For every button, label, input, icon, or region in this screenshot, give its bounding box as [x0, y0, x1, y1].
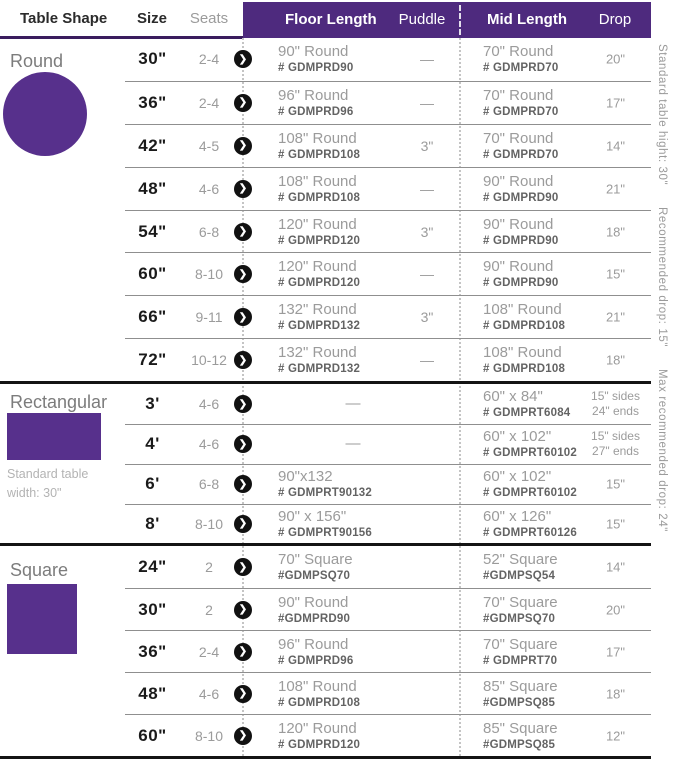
arrow-icon: ❯ — [234, 223, 252, 241]
table-row — [125, 38, 651, 81]
cell-floor-sku: # GDMPRD90 — [278, 62, 354, 75]
cell-drop-line1: 15" sides — [591, 389, 640, 404]
cell-floor-length: — — [345, 395, 361, 413]
cell-floor-length: 96" Round — [278, 635, 349, 653]
cell-floor — [278, 258, 396, 290]
cell-floor — [278, 87, 396, 119]
cell-drop-line1: 21" — [605, 181, 626, 197]
cell-drop-line1: 15" sides — [591, 429, 640, 444]
cell-floor-sku: # GDMPRD120 — [278, 277, 361, 290]
cell-floor-length: 120" Round — [278, 258, 357, 276]
arrow-icon: ❯ — [234, 727, 252, 745]
side-note-table-height: Standard table hight: 30" — [656, 44, 668, 186]
cell-drop — [580, 477, 651, 492]
cell-floor — [278, 301, 396, 333]
cell-mid-sku: # GDMPRT60126 — [483, 526, 577, 539]
cell-drop — [580, 138, 651, 153]
cell-seats: 4-6 — [198, 180, 220, 197]
cell-mid-sku: # GDMPRT70 — [483, 654, 558, 667]
cell-mid-length: 85" Square — [483, 677, 558, 695]
col-header-table-shape: Table Shape — [20, 10, 108, 27]
cell-seats: 8-10 — [194, 727, 224, 744]
cell-size: 54" — [138, 221, 167, 241]
cell-seats: 8-10 — [194, 266, 224, 283]
table-row — [125, 124, 651, 167]
arrow-icon: ❯ — [234, 475, 252, 493]
cell-size: 48" — [138, 683, 167, 703]
arrow-icon: ❯ — [234, 180, 252, 198]
table-row — [125, 424, 651, 464]
cell-mid-length: 70" Round — [483, 43, 554, 61]
cell-seats: 6-8 — [198, 223, 220, 240]
side-note-max-drop: Max recommended drop: 24" — [656, 369, 668, 533]
cell-size: 60" — [138, 264, 167, 284]
cell-mid-length: 60" x 126" — [483, 507, 552, 525]
cell-mid-length: 70" Square — [483, 593, 558, 611]
col-header-size: Size — [136, 10, 167, 27]
table-row — [125, 714, 651, 756]
cell-drop — [580, 224, 651, 239]
shape-column — [0, 384, 125, 543]
shape-label: Rectangular — [10, 392, 108, 413]
cell-floor — [278, 344, 396, 376]
cell-drop — [580, 95, 651, 110]
cell-floor — [278, 636, 396, 668]
cell-mid-sku: # GDMPRD70 — [483, 105, 559, 118]
cell-mid-sku: # GDMPRD90 — [483, 277, 559, 290]
header-dashed-divider — [459, 5, 461, 35]
cell-floor-length: 96" Round — [278, 86, 349, 104]
cell-drop — [580, 389, 651, 419]
shape-label: Round — [10, 51, 64, 71]
table-row — [125, 81, 651, 124]
cell-size: 48" — [138, 178, 167, 198]
cell-drop — [580, 267, 651, 282]
table-row — [125, 167, 651, 210]
cell-floor-length: 120" Round — [278, 215, 357, 233]
arrow-icon: ❯ — [234, 515, 252, 533]
cell-seats: 10-12 — [191, 352, 227, 369]
cell-seats: 9-11 — [195, 309, 223, 326]
cell-size: 24" — [138, 557, 167, 577]
cell-mid-length: 90" Round — [483, 215, 554, 233]
shape-section — [0, 546, 651, 759]
cell-mid-length: 60" x 84" — [483, 388, 543, 406]
table-row — [125, 588, 651, 630]
cell-seats: 4-6 — [198, 685, 220, 702]
table-row — [125, 295, 651, 338]
cell-size: 36" — [138, 641, 167, 661]
cell-floor — [278, 508, 396, 540]
cell-drop-line2: 24" ends — [592, 404, 639, 419]
cell-mid-sku: #GDMPSQ85 — [483, 738, 556, 751]
cell-mid-sku: # GDMPRT60102 — [483, 447, 577, 460]
cell-floor — [278, 678, 396, 710]
cell-floor-sku: # GDMPRD120 — [278, 738, 361, 751]
arrow-icon: ❯ — [234, 94, 252, 112]
cell-floor-length: 108" Round — [278, 129, 357, 147]
cell-seats: 2 — [205, 601, 213, 618]
arrow-icon: ❯ — [234, 435, 252, 453]
cell-drop — [580, 602, 651, 617]
table-row — [125, 464, 651, 504]
cell-drop — [580, 728, 651, 743]
cell-floor-sku: # GDMPRD96 — [278, 105, 354, 118]
cell-size: 30" — [138, 599, 167, 619]
cell-mid-length: 60" x 102" — [483, 428, 552, 446]
shape-section — [0, 384, 651, 546]
cell-floor — [278, 468, 396, 500]
arrow-icon: ❯ — [234, 265, 252, 283]
cell-puddle: 3" — [420, 309, 434, 326]
cell-mid-sku: #GDMPSQ54 — [483, 570, 556, 583]
table-row — [125, 672, 651, 714]
arrow-icon: ❯ — [234, 558, 252, 576]
cell-floor-sku: #GDMPRD90 — [278, 612, 351, 625]
table-row — [125, 384, 651, 424]
shape-column — [0, 546, 125, 756]
section-rows — [125, 546, 651, 756]
cell-drop — [580, 686, 651, 701]
col-header-drop: Drop — [598, 11, 632, 28]
cell-floor — [278, 395, 428, 413]
cell-drop-line1: 18" — [605, 352, 626, 368]
arrow-icon: ❯ — [234, 50, 252, 68]
cell-floor-sku: # GDMPRT90156 — [278, 526, 372, 539]
arrow-icon: ❯ — [234, 643, 252, 661]
cell-mid-sku: # GDMPRD90 — [483, 191, 559, 204]
cell-drop-line1: 15" — [605, 516, 626, 532]
cell-drop — [580, 310, 651, 325]
cell-floor-length: 132" Round — [278, 344, 357, 362]
table-row — [125, 546, 651, 588]
arrow-icon: ❯ — [234, 395, 252, 413]
shape-graphic — [7, 584, 77, 654]
cell-drop-line1: 12" — [605, 728, 626, 744]
cell-mid-sku: # GDMPRT60102 — [483, 487, 577, 500]
cell-seats: 8-10 — [194, 515, 224, 532]
table-row — [125, 210, 651, 253]
cell-floor-length: 90" Round — [278, 43, 349, 61]
cell-mid-length: 90" Round — [483, 258, 554, 276]
arrow-icon: ❯ — [234, 685, 252, 703]
cell-size: 8' — [145, 513, 160, 533]
sections-container — [0, 38, 679, 759]
cell-puddle: — — [420, 94, 434, 111]
cell-size: 72" — [138, 350, 167, 370]
cell-drop-line1: 14" — [605, 138, 626, 154]
cell-floor-length: 70" Square — [278, 551, 353, 569]
shape-graphic — [7, 413, 101, 460]
cell-drop-line1: 18" — [605, 686, 626, 702]
chart-body — [0, 38, 679, 759]
table-row — [125, 630, 651, 672]
cell-floor-sku: # GDMPRD108 — [278, 191, 361, 204]
arrow-icon: ❯ — [234, 351, 252, 369]
cell-size: 4' — [145, 434, 160, 454]
cell-floor — [278, 130, 396, 162]
cell-mid-length: 70" Round — [483, 86, 554, 104]
cell-mid-sku: # GDMPRD108 — [483, 363, 566, 376]
cell-floor-sku: # GDMPRD96 — [278, 654, 354, 667]
cell-floor — [278, 173, 396, 205]
cell-puddle: — — [420, 352, 434, 369]
cell-mid-sku: # GDMPRD108 — [483, 320, 566, 333]
cell-size: 30" — [138, 49, 167, 69]
table-row — [125, 252, 651, 295]
cell-drop-line2: 27" ends — [592, 444, 639, 459]
shape-label: Square — [10, 560, 69, 581]
cell-seats: 2-4 — [198, 51, 220, 68]
cell-seats: 2-4 — [198, 94, 220, 111]
table-row — [125, 504, 651, 544]
cell-drop-line1: 15" — [605, 266, 626, 282]
cell-mid-length: 70" Round — [483, 129, 554, 147]
cell-floor — [278, 435, 428, 453]
cell-floor-sku: # GDMPRD108 — [278, 148, 361, 161]
cell-mid-length: 60" x 102" — [483, 468, 552, 486]
cell-drop-line1: 17" — [605, 644, 626, 660]
cell-mid-sku: # GDMPRD70 — [483, 148, 559, 161]
arrow-icon: ❯ — [234, 601, 252, 619]
cell-floor-sku: # GDMPRD132 — [278, 320, 361, 333]
cell-drop — [580, 644, 651, 659]
side-note — [656, 44, 668, 750]
cell-size: 6' — [145, 474, 160, 494]
cell-puddle: — — [420, 266, 434, 283]
cell-floor-sku: # GDMPRD108 — [278, 696, 361, 709]
cell-size: 36" — [138, 92, 167, 112]
section-rows — [125, 384, 651, 543]
cell-mid-sku: # GDMPRT6084 — [483, 407, 571, 420]
cell-mid-sku: # GDMPRD90 — [483, 234, 559, 247]
cell-mid-sku: # GDMPRD70 — [483, 62, 559, 75]
cell-seats: 2 — [205, 559, 213, 576]
cell-drop — [580, 516, 651, 531]
cell-size: 66" — [138, 307, 167, 327]
cell-mid-length: 52" Square — [483, 551, 558, 569]
arrow-icon: ❯ — [234, 308, 252, 326]
table-row — [125, 338, 651, 381]
cell-floor — [278, 43, 396, 75]
cell-floor-sku: #GDMPSQ70 — [278, 570, 351, 583]
cell-drop — [580, 429, 651, 459]
cell-puddle: 3" — [420, 223, 434, 240]
cell-drop — [580, 353, 651, 368]
cell-floor-length: 108" Round — [278, 677, 357, 695]
cell-seats: 4-6 — [198, 396, 220, 413]
cell-mid-length: 108" Round — [483, 344, 562, 362]
cell-seats: 4-5 — [198, 137, 220, 154]
cell-drop-line1: 20" — [605, 602, 626, 618]
col-header-floor-length: Floor Length — [285, 11, 377, 28]
cell-mid-sku: #GDMPSQ85 — [483, 696, 556, 709]
cell-seats: 4-6 — [198, 436, 220, 453]
cell-seats: 2-4 — [198, 643, 220, 660]
section-rows — [125, 38, 651, 381]
col-header-seats: Seats — [189, 10, 229, 27]
arrow-icon: ❯ — [234, 137, 252, 155]
cell-floor-sku: # GDMPRD120 — [278, 234, 361, 247]
cell-drop-line1: 17" — [605, 95, 626, 111]
cell-floor-sku: # GDMPRD132 — [278, 363, 361, 376]
cell-floor-length: 120" Round — [278, 719, 357, 737]
shape-graphic — [3, 72, 87, 156]
shape-note: Standard table width: 30" — [7, 467, 89, 500]
side-note-recommended-drop: Recommended drop: 15" — [656, 207, 668, 348]
cell-size: 60" — [138, 725, 167, 745]
shape-column — [0, 38, 125, 381]
cell-mid-length: 85" Square — [483, 719, 558, 737]
cell-floor — [278, 551, 396, 583]
cell-floor — [278, 720, 396, 752]
cell-floor-length: 90"x132 — [278, 468, 333, 486]
cell-drop-line1: 20" — [605, 51, 626, 67]
cell-size: 42" — [138, 135, 167, 155]
cell-size: 3' — [145, 394, 160, 414]
cell-drop-line1: 15" — [605, 476, 626, 492]
cell-drop — [580, 52, 651, 67]
cell-puddle: 3" — [420, 137, 434, 154]
cell-floor-length: 132" Round — [278, 301, 357, 319]
cell-drop — [580, 560, 651, 575]
cell-mid-length: 108" Round — [483, 301, 562, 319]
cell-drop-line1: 21" — [605, 309, 626, 325]
cell-drop-line1: 18" — [605, 224, 626, 239]
col-header-mid-length: Mid Length — [487, 11, 567, 28]
cell-mid-sku: #GDMPSQ70 — [483, 612, 556, 625]
cell-floor — [278, 594, 396, 626]
cell-drop-line1: 14" — [605, 559, 626, 575]
cell-floor-sku: # GDMPRT90132 — [278, 487, 372, 500]
cell-floor — [278, 216, 396, 248]
cell-seats: 6-8 — [198, 476, 220, 493]
cell-drop — [580, 181, 651, 196]
cell-mid-length: 90" Round — [483, 172, 554, 190]
header-purple-band — [243, 2, 651, 38]
cell-puddle: — — [420, 180, 434, 197]
cell-floor-length: 90" x 156" — [278, 507, 347, 525]
col-header-puddle: Puddle — [398, 11, 446, 28]
chart-header — [0, 0, 679, 38]
cell-floor-length: 90" Round — [278, 593, 349, 611]
cell-floor-length: 108" Round — [278, 172, 357, 190]
cell-floor-length: — — [345, 435, 361, 453]
cell-mid-length: 70" Square — [483, 635, 558, 653]
cell-puddle: — — [420, 51, 434, 68]
shape-section — [0, 38, 651, 384]
